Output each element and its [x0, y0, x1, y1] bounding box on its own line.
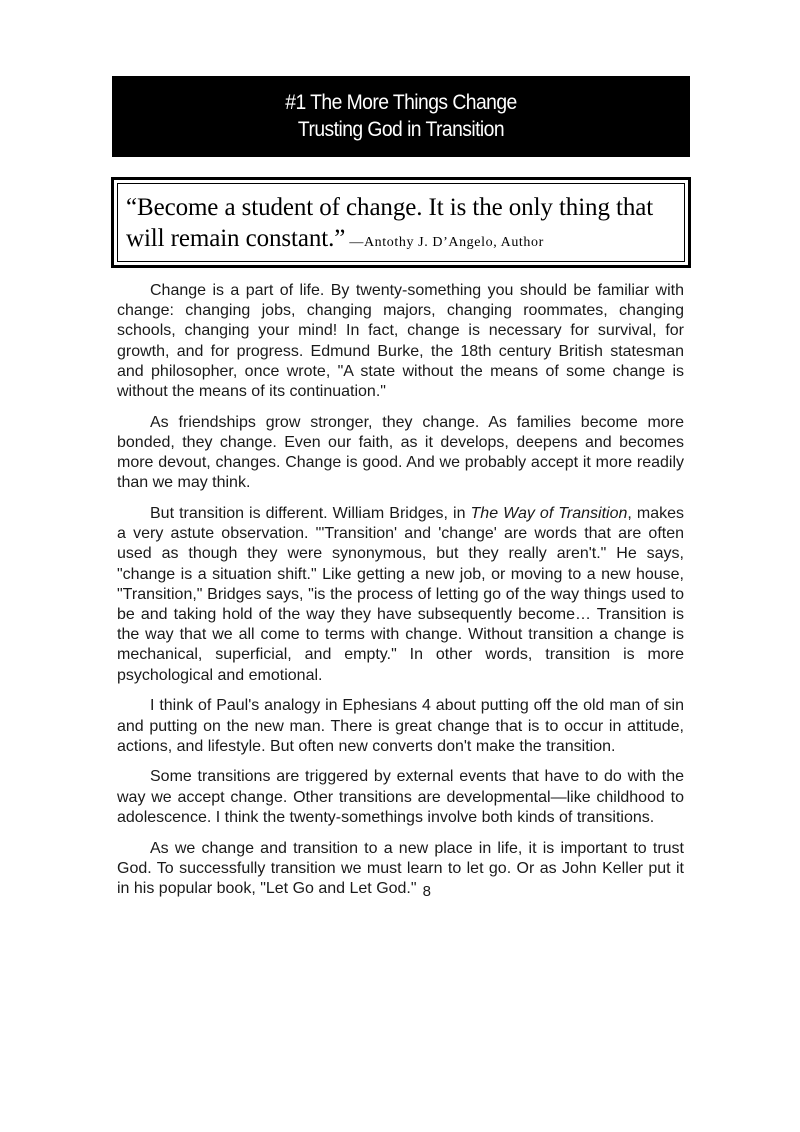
chapter-title: #1 The More Things Change — [285, 91, 517, 114]
paragraph-6-text: As we change and transition to a new place in life, it is important to trust God. To successfully transition we must learn to let go. Or as John Keller put it in his popular book, "Let Go and Let God." — [117, 839, 684, 897]
paragraph-2: As friendships grow stronger, they change. As families become more bonded, they change. Even our faith, as it develops, deepens and becomes more devout, changes. Change is good. And we probably accept it more readily than we may think. — [117, 413, 684, 492]
quote-text: “Become a student of change. It is the only thing that will remain constant.” — [126, 194, 654, 252]
paragraph-3-lead: But transition is different. William Bridges, in — [150, 505, 471, 523]
body-text — [117, 281, 684, 910]
paragraph-3 — [117, 504, 684, 686]
chapter-header-banner — [112, 76, 690, 157]
page-number: 8 — [422, 882, 431, 900]
paragraph-3-rest: , makes a very astute observation. "'Transition' and 'change' are words that are often used as though they were synonymous, but they really aren't." He says, "change is a situation shift." Like getting a new job, or moving to a new house, "Transition," Bridges says, "is the process of letting go of the way things used to be and taking hold of the way they have subsequently become… Transition is the way that we all come to terms with change. Without transition a change is mechanical, superficial, and empty." In other words, transition is more psychological and emotional. — [117, 505, 684, 684]
epigraph-quote — [126, 192, 676, 258]
chapter-subtitle: Trusting God in Transition — [297, 118, 505, 141]
paragraph-6 — [117, 839, 684, 900]
book-title: The Way of Transition — [470, 505, 628, 523]
paragraph-1: Change is a part of life. By twenty-something you should be familiar with change: changing jobs, changing majors, changing roommates, changing schools, changing your mind! In fact, change is necessary for survival, for growth, and for progress. Edmund Burke, the 18th century British statesman and philosopher, once wrote, "A state without the means of some change is without the means of its continuation." — [117, 282, 684, 401]
epigraph-quote-inner-frame — [117, 183, 685, 262]
epigraph-quote-box — [111, 177, 691, 268]
paragraph-4: I think of Paul's analogy in Ephesians 4 about putting off the old man of sin and putting on the new man. There is great change that is to occur in attitude, actions, and lifestyle. But often new converts don't make the transition. — [117, 697, 684, 755]
quote-attribution: —Antothy J. D’Angelo, Author — [345, 235, 544, 250]
paragraph-5: Some transitions are triggered by external events that have to do with the way we accept change. Other transitions are developmental—like childhood to adolescence. I think the twenty-somethings involve both kinds of transitions. — [117, 768, 684, 826]
